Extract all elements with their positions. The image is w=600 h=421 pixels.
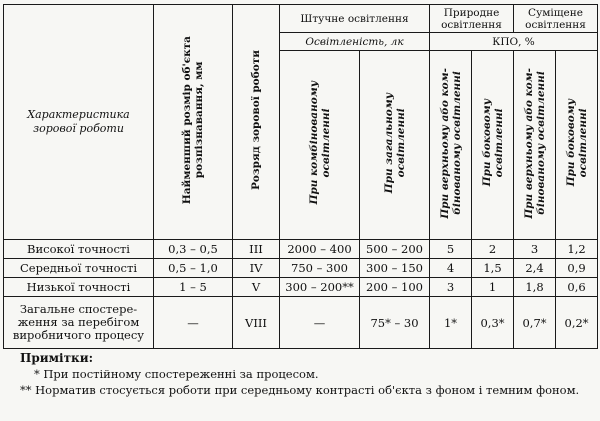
cell-general: 300 – 150 xyxy=(360,259,430,278)
cell-size: 0,3 – 0,5 xyxy=(154,240,233,259)
notes-section xyxy=(0,350,600,398)
cell-category: V xyxy=(233,278,280,297)
cell-mix-side: 1,2 xyxy=(556,240,598,259)
notes-title: Примітки: xyxy=(20,351,94,365)
header-natural-side: При боковому освітленні xyxy=(472,51,514,240)
cell-combined: — xyxy=(280,297,360,349)
row-label: Загальне спостере- ження за перебігом виробничого процесу xyxy=(4,297,154,349)
header-mixed-top: При верхньому або ком- бінованому освітленні xyxy=(514,51,556,240)
header-combined-lighting: При комбінованому освітленні xyxy=(280,51,360,240)
cell-mix-top: 0,7* xyxy=(514,297,556,349)
cell-size: 0,5 – 1,0 xyxy=(154,259,233,278)
lighting-norms-table xyxy=(3,4,598,349)
cell-category: III xyxy=(233,240,280,259)
row-label: Низької точності xyxy=(4,278,154,297)
table-row xyxy=(4,259,598,278)
cell-mix-top: 2,4 xyxy=(514,259,556,278)
header-characteristic: Характеристика зорової роботи xyxy=(4,5,154,240)
header-natural-top: При верхньому або ком- бінованому освітленні xyxy=(430,51,472,240)
cell-general: 500 – 200 xyxy=(360,240,430,259)
cell-nat-top: 1* xyxy=(430,297,472,349)
header-mixed: Суміщене освітлення xyxy=(514,5,598,33)
cell-nat-top: 3 xyxy=(430,278,472,297)
header-illuminance: Освітленість, лк xyxy=(280,33,430,51)
cell-general: 75* – 30 xyxy=(360,297,430,349)
table-row xyxy=(4,297,598,349)
header-general-lighting: При загальному освітленні xyxy=(360,51,430,240)
table-row xyxy=(4,240,598,259)
note-1: * При постійному спостереженні за процесом. xyxy=(34,367,319,381)
cell-mix-side: 0,2* xyxy=(556,297,598,349)
cell-size: 1 – 5 xyxy=(154,278,233,297)
row-label: Середньої точності xyxy=(4,259,154,278)
header-natural: Природне освітлення xyxy=(430,5,514,33)
header-category: Розряд зорової роботи xyxy=(233,5,280,240)
cell-nat-side: 2 xyxy=(472,240,514,259)
cell-nat-side: 1,5 xyxy=(472,259,514,278)
cell-nat-side: 0,3* xyxy=(472,297,514,349)
header-kpo: КПО, % xyxy=(430,33,598,51)
cell-combined: 300 – 200** xyxy=(280,278,360,297)
cell-mix-top: 3 xyxy=(514,240,556,259)
cell-mix-top: 1,8 xyxy=(514,278,556,297)
cell-category: IV xyxy=(233,259,280,278)
header-mixed-side: При боковому освітленні xyxy=(556,51,598,240)
cell-category: VIII xyxy=(233,297,280,349)
table-row xyxy=(4,278,598,297)
cell-nat-top: 5 xyxy=(430,240,472,259)
note-2: ** Норматив стосується роботи при середньому контрасті об'єкта з фоном і темним фоном. xyxy=(20,383,580,397)
row-label: Високої точності xyxy=(4,240,154,259)
cell-size: — xyxy=(154,297,233,349)
cell-general: 200 – 100 xyxy=(360,278,430,297)
cell-mix-side: 0,6 xyxy=(556,278,598,297)
cell-nat-top: 4 xyxy=(430,259,472,278)
cell-combined: 750 – 300 xyxy=(280,259,360,278)
cell-nat-side: 1 xyxy=(472,278,514,297)
header-min-size: Найменший розмір об'єкта розпізнавання, мм xyxy=(154,5,233,240)
cell-mix-side: 0,9 xyxy=(556,259,598,278)
cell-combined: 2000 – 400 xyxy=(280,240,360,259)
header-artificial: Штучне освітлення xyxy=(280,5,430,33)
